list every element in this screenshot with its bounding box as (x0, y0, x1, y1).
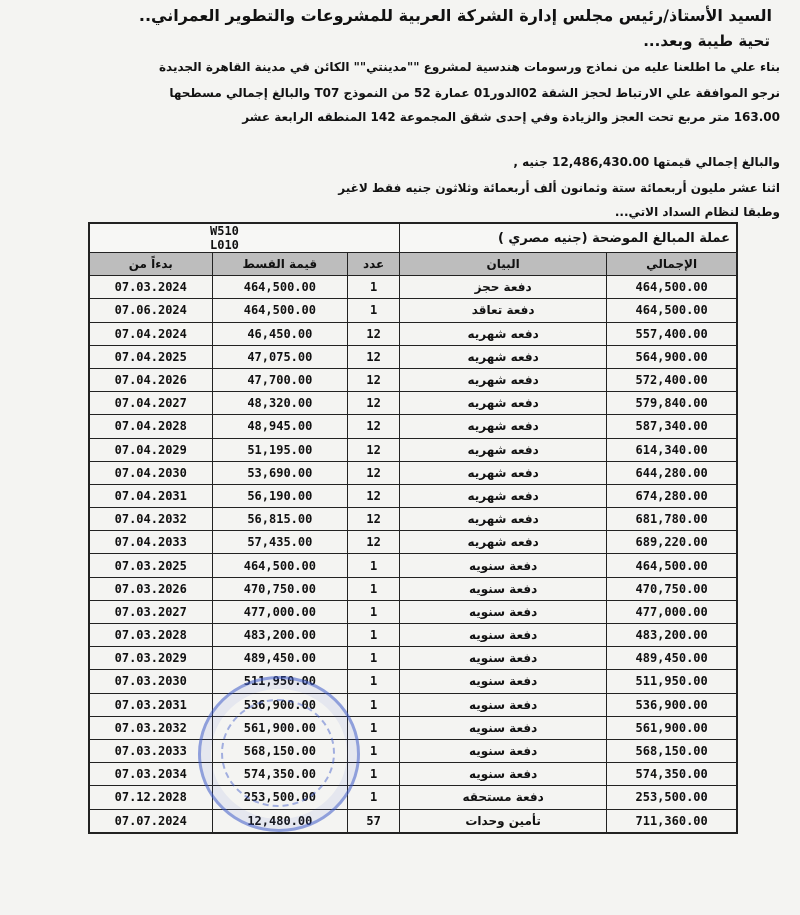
cell-description: دفعة سنويه (400, 716, 607, 739)
cell-start-date: 07.03.2034 (89, 763, 212, 786)
total-value-line: والبالغ إجمالي قيمتها 12,486,430.00 جنيه , (513, 155, 780, 169)
cell-count: 12 (348, 415, 400, 438)
cell-start-date: 07.04.2024 (89, 322, 212, 345)
cell-total: 614,340.00 (607, 438, 737, 461)
cell-installment: 56,815.00 (212, 508, 348, 531)
cell-installment: 574,350.00 (212, 763, 348, 786)
table-row (89, 763, 737, 786)
cell-installment: 46,450.00 (212, 322, 348, 345)
cell-description: دفعة سنويه (400, 739, 607, 762)
cell-count: 12 (348, 368, 400, 391)
paragraph-line-2: نرجو الموافقة علي الارتباط لحجز الشقة 02الدور01 عمارة 52 من النموذج T07 والبالغ إجمالي مسطحها (169, 86, 780, 100)
table-row (89, 809, 737, 833)
salutation: السيد الأستاذ/رئيس مجلس إدارة الشركة العربية للمشروعات والتطوير العمراني.. (138, 6, 772, 25)
cell-description: دفعه شهريه (400, 415, 607, 438)
table-row (89, 368, 737, 391)
cell-installment: 48,945.00 (212, 415, 348, 438)
cell-description: دفعه شهريه (400, 508, 607, 531)
codes-cell (89, 223, 400, 253)
cell-start-date: 07.03.2024 (89, 276, 212, 299)
cell-installment: 477,000.00 (212, 600, 348, 623)
cell-installment: 464,500.00 (212, 299, 348, 322)
cell-description: دفعه شهريه (400, 484, 607, 507)
cell-total: 464,500.00 (607, 554, 737, 577)
cell-count: 1 (348, 577, 400, 600)
cell-start-date: 07.03.2028 (89, 624, 212, 647)
greeting: تحية طيبة وبعد... (643, 32, 770, 50)
cell-installment: 470,750.00 (212, 577, 348, 600)
cell-start-date: 07.03.2033 (89, 739, 212, 762)
cell-total: 253,500.00 (607, 786, 737, 809)
cell-count: 12 (348, 438, 400, 461)
cell-count: 1 (348, 670, 400, 693)
cell-description: دفعة سنويه (400, 600, 607, 623)
cell-total: 564,900.00 (607, 345, 737, 368)
cell-count: 1 (348, 763, 400, 786)
cell-count: 1 (348, 624, 400, 647)
cell-total: 536,900.00 (607, 693, 737, 716)
cell-start-date: 07.12.2028 (89, 786, 212, 809)
cell-description: دفعة سنويه (400, 577, 607, 600)
table-row (89, 345, 737, 368)
cell-count: 12 (348, 461, 400, 484)
payment-schedule-table (88, 222, 738, 834)
header-start: بدءاً من (89, 253, 212, 276)
cell-installment: 48,320.00 (212, 392, 348, 415)
cell-start-date: 07.04.2027 (89, 392, 212, 415)
cell-count: 1 (348, 693, 400, 716)
cell-total: 572,400.00 (607, 368, 737, 391)
cell-installment: 568,150.00 (212, 739, 348, 762)
cell-description: دفعة تعاقد (400, 299, 607, 322)
total-in-words-line: اثنا عشر مليون أربعمائة ستة وثمانون ألف أربعمائة وثلاثون جنيه فقط لاغير (338, 181, 780, 195)
cell-count: 12 (348, 484, 400, 507)
cell-total: 711,360.00 (607, 809, 737, 833)
cell-count: 1 (348, 716, 400, 739)
table-row (89, 438, 737, 461)
cell-count: 1 (348, 554, 400, 577)
table-row (89, 647, 737, 670)
cell-installment: 511,950.00 (212, 670, 348, 693)
table-row (89, 716, 737, 739)
cell-count: 12 (348, 531, 400, 554)
cell-start-date: 07.03.2025 (89, 554, 212, 577)
cell-total: 644,280.00 (607, 461, 737, 484)
cell-total: 464,500.00 (607, 276, 737, 299)
cell-start-date: 07.04.2030 (89, 461, 212, 484)
cell-count: 1 (348, 786, 400, 809)
cell-start-date: 07.04.2026 (89, 368, 212, 391)
cell-total: 470,750.00 (607, 577, 737, 600)
header-count: عدد (348, 253, 400, 276)
cell-description: دفعه شهريه (400, 461, 607, 484)
cell-installment: 47,075.00 (212, 345, 348, 368)
cell-start-date: 07.04.2031 (89, 484, 212, 507)
paragraph-line-1: بناء علي ما اطلعنا عليه من نماذج ورسومات هندسية لمشروع ""مدينتي"" الكائن في مدينة القاهرة الجديدة (158, 60, 780, 74)
cell-start-date: 07.04.2029 (89, 438, 212, 461)
header-installment: قيمة القسط (212, 253, 348, 276)
cell-installment: 536,900.00 (212, 693, 348, 716)
cell-installment: 12,480.00 (212, 809, 348, 833)
cell-start-date: 07.06.2024 (89, 299, 212, 322)
cell-count: 57 (348, 809, 400, 833)
cell-installment: 47,700.00 (212, 368, 348, 391)
cell-description: دفعه شهريه (400, 368, 607, 391)
cell-total: 511,950.00 (607, 670, 737, 693)
table-row (89, 531, 737, 554)
cell-total: 689,220.00 (607, 531, 737, 554)
cell-start-date: 07.04.2032 (89, 508, 212, 531)
table-row (89, 392, 737, 415)
table-row (89, 624, 737, 647)
cell-description: تأمين وحدات (400, 809, 607, 833)
cell-start-date: 07.07.2024 (89, 809, 212, 833)
table-row (89, 693, 737, 716)
cell-start-date: 07.04.2033 (89, 531, 212, 554)
cell-description: دفعة سنويه (400, 763, 607, 786)
cell-total: 561,900.00 (607, 716, 737, 739)
cell-count: 1 (348, 647, 400, 670)
table-row (89, 577, 737, 600)
cell-start-date: 07.04.2025 (89, 345, 212, 368)
cell-description: دفعه شهريه (400, 392, 607, 415)
cell-total: 477,000.00 (607, 600, 737, 623)
cell-installment: 53,690.00 (212, 461, 348, 484)
paragraph-line-3: 163.00 متر مربع تحت العجز والزيادة وفي إحدى شقق المجموعة 142 المنطقه الرابعة عشر (242, 110, 780, 124)
cell-start-date: 07.03.2032 (89, 716, 212, 739)
cell-description: دفعه شهريه (400, 531, 607, 554)
payment-system-line: وطبقا لنظام السداد الاتي... (614, 205, 780, 219)
cell-description: دفعة سنويه (400, 670, 607, 693)
cell-count: 1 (348, 739, 400, 762)
cell-total: 674,280.00 (607, 484, 737, 507)
cell-installment: 464,500.00 (212, 554, 348, 577)
code-w510: W510 (210, 224, 239, 238)
table-row (89, 554, 737, 577)
cell-installment: 51,195.00 (212, 438, 348, 461)
cell-start-date: 07.04.2028 (89, 415, 212, 438)
table-row (89, 415, 737, 438)
cell-total: 483,200.00 (607, 624, 737, 647)
cell-count: 12 (348, 508, 400, 531)
cell-count: 12 (348, 392, 400, 415)
cell-start-date: 07.03.2027 (89, 600, 212, 623)
currency-note: عملة المبالغ الموضحة (جنيه مصري ) (400, 223, 738, 253)
table-row (89, 484, 737, 507)
cell-description: دفعة حجز (400, 276, 607, 299)
cell-count: 1 (348, 276, 400, 299)
table-row (89, 508, 737, 531)
header-total: الإجمالي (607, 253, 737, 276)
cell-count: 12 (348, 322, 400, 345)
header-description: البيان (400, 253, 607, 276)
cell-installment: 56,190.00 (212, 484, 348, 507)
table-row (89, 299, 737, 322)
table-row (89, 786, 737, 809)
cell-installment: 57,435.00 (212, 531, 348, 554)
table-body (89, 276, 737, 833)
table-row (89, 276, 737, 299)
cell-total: 587,340.00 (607, 415, 737, 438)
cell-description: دفعة سنويه (400, 647, 607, 670)
cell-installment: 253,500.00 (212, 786, 348, 809)
table-row (89, 670, 737, 693)
cell-total: 568,150.00 (607, 739, 737, 762)
cell-total: 489,450.00 (607, 647, 737, 670)
table-top-row (89, 223, 737, 253)
cell-total: 464,500.00 (607, 299, 737, 322)
cell-count: 12 (348, 345, 400, 368)
cell-description: دفعه شهريه (400, 438, 607, 461)
cell-total: 574,350.00 (607, 763, 737, 786)
cell-start-date: 07.03.2031 (89, 693, 212, 716)
cell-description: دفعه شهريه (400, 345, 607, 368)
cell-installment: 561,900.00 (212, 716, 348, 739)
cell-installment: 489,450.00 (212, 647, 348, 670)
table-row (89, 600, 737, 623)
table-row (89, 461, 737, 484)
table-row (89, 322, 737, 345)
cell-total: 681,780.00 (607, 508, 737, 531)
cell-total: 579,840.00 (607, 392, 737, 415)
cell-description: دفعة مستحقه (400, 786, 607, 809)
cell-description: دفعة سنويه (400, 693, 607, 716)
cell-start-date: 07.03.2026 (89, 577, 212, 600)
cell-count: 1 (348, 600, 400, 623)
cell-description: دفعة سنويه (400, 624, 607, 647)
cell-description: دفعه شهريه (400, 322, 607, 345)
cell-description: دفعة سنويه (400, 554, 607, 577)
cell-count: 1 (348, 299, 400, 322)
cell-total: 557,400.00 (607, 322, 737, 345)
code-l010: L010 (210, 238, 239, 252)
cell-start-date: 07.03.2029 (89, 647, 212, 670)
cell-start-date: 07.03.2030 (89, 670, 212, 693)
table-row (89, 739, 737, 762)
column-headers (89, 253, 737, 276)
cell-installment: 464,500.00 (212, 276, 348, 299)
cell-installment: 483,200.00 (212, 624, 348, 647)
